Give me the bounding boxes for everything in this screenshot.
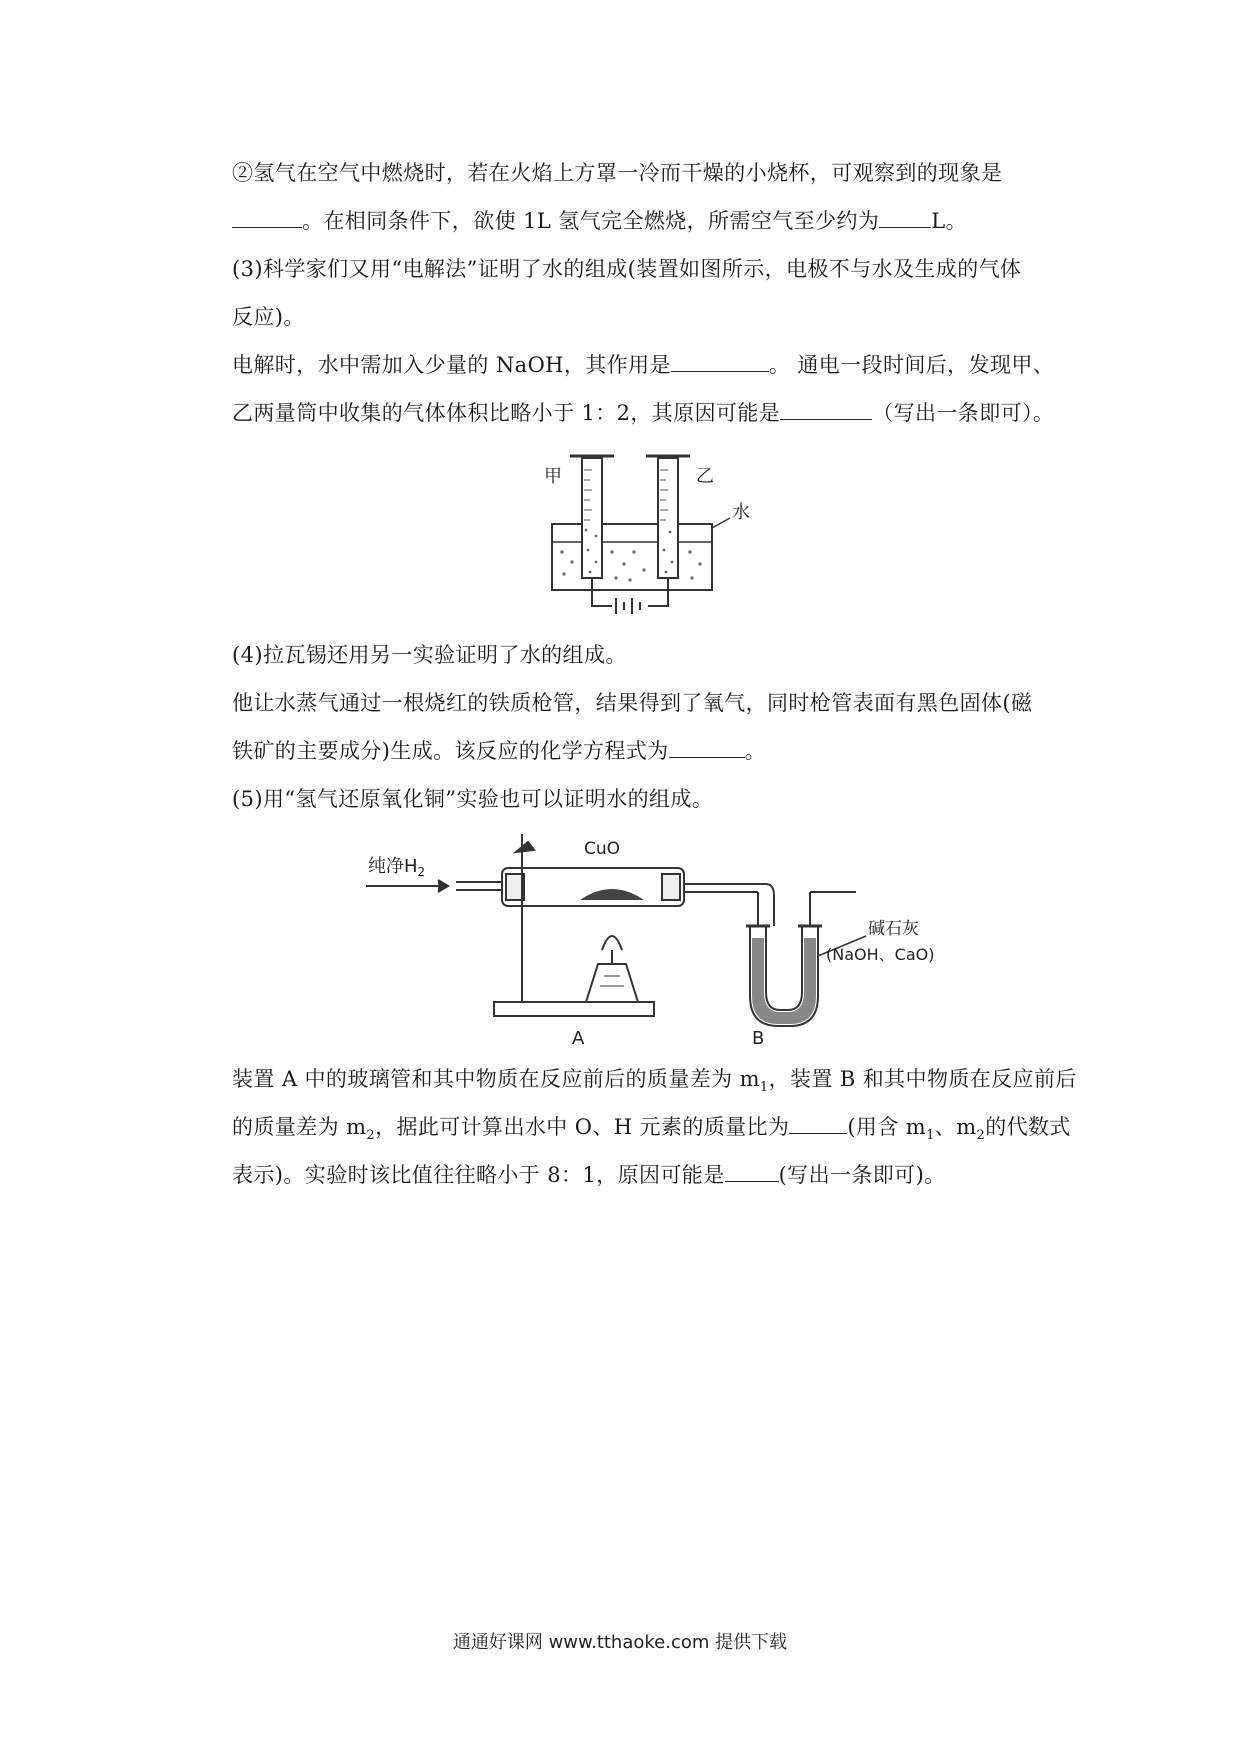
q5-text-2b: ，装置 B 和其中物质在反应前后 [768,1067,1077,1091]
answer-blank[interactable] [232,207,302,228]
q4-line-2 [232,688,1032,718]
q4-line-3 [232,736,766,766]
answer-blank[interactable] [780,399,872,420]
q5-text-3c: (用含 m [847,1115,927,1139]
q5-text-3a: 的质量差为 m [232,1115,367,1139]
glass-tube [502,868,684,906]
q5-line-1 [232,784,713,814]
footer-watermark: 通通好课网 www.tthaoke.com 提供下载 [452,1632,788,1653]
q2-text-1: ②氢气在空气中燃烧时，若在火焰上方罩一冷而干燥的小烧杯，可观察到的现象是 [232,161,1003,185]
q5-text-4a: 表示)。实验时该比值往往略小于 8：1，原因可能是 [232,1163,725,1187]
hydrogen-reduction-apparatus-figure [366,826,936,1046]
q3-line-4 [232,398,1054,428]
q4-text-3b: 。 [744,739,766,763]
q3-text-1: (3)科学家们又用“电解法”证明了水的组成(装置如图所示，电极不与水及生成的气体 [232,257,1022,281]
label-b: B [752,1028,765,1046]
q5-text-2a: 装置 A 中的玻璃管和其中物质在反应前后的质量差为 m [232,1067,760,1091]
answer-blank[interactable] [789,1113,847,1134]
subscript-1: 1 [759,1080,769,1096]
cylinder-jia [582,458,602,578]
q3-text-3a: 电解时，水中需加入少量的 NaOH，其作用是 [232,353,671,377]
q2-line-2 [232,206,967,236]
label-soda-lime: 碱石灰 [868,919,919,939]
q3-text-3b: 。 通电一段时间后，发现甲、 [768,353,1055,377]
q3-text-4a: 乙两量筒中收集的气体体积比略小于 1：2，其原因可能是 [232,401,781,425]
q3-line-1 [232,254,1021,284]
stand-base [494,1002,654,1016]
q5-line-2 [232,1064,1077,1103]
q5-text-1: (5)用“氢气还原氧化铜”实验也可以证明水的组成。 [232,787,714,811]
label-yi: 乙 [696,466,714,487]
electrolysis-apparatus-figure [530,446,760,626]
q3-line-3 [232,350,1054,380]
q3-text-4b: （写出一条即可）。 [872,401,1055,425]
q4-line-1 [232,640,627,670]
cylinder-yi [658,458,678,578]
q5-line-3 [232,1112,1071,1151]
q4-text-2: 他让水蒸气通过一根烧红的铁质枪管，结果得到了氧气，同时枪管表面有黑色固体(磁 [232,691,1033,715]
label-water: 水 [732,502,750,523]
q5-text-3e: 的代数式 [985,1115,1071,1139]
q3-line-2 [232,302,305,332]
q2-line-1 [232,158,1002,188]
answer-blank[interactable] [725,1161,779,1182]
subscript-2: 2 [366,1128,376,1144]
water-trough [552,524,712,590]
q2-text-2b: L。 [931,209,968,233]
label-jia: 甲 [544,466,562,487]
label-cuo: CuO [584,839,621,859]
q5-text-3b: ，据此可计算出水中 O、H 元素的质量比为 [375,1115,790,1139]
q5-text-3d: 、m [934,1115,977,1139]
alcohol-lamp [586,964,638,1002]
q4-text-3a: 铁矿的主要成分)生成。该反应的化学方程式为 [232,739,669,763]
answer-blank[interactable] [671,351,769,372]
subscript-1: 1 [926,1128,935,1144]
q5-text-4b: (写出一条即可)。 [778,1163,946,1187]
answer-blank[interactable] [669,737,745,758]
q3-text-2: 反应)。 [232,305,305,329]
subscript-2: 2 [976,1128,986,1144]
answer-blank[interactable] [879,207,931,228]
q2-text-2a: 。在相同条件下，欲使 1L 氢气完全燃烧，所需空气至少约为 [302,209,880,233]
label-soda-lime-formula: (NaOH、CaO) [826,945,935,964]
label-a: A [572,1028,585,1046]
q5-line-4 [232,1160,946,1190]
q4-text-1: (4)拉瓦锡还用另一实验证明了水的组成。 [232,643,627,667]
label-pure-h2: 纯净$H_2$ [368,856,426,879]
